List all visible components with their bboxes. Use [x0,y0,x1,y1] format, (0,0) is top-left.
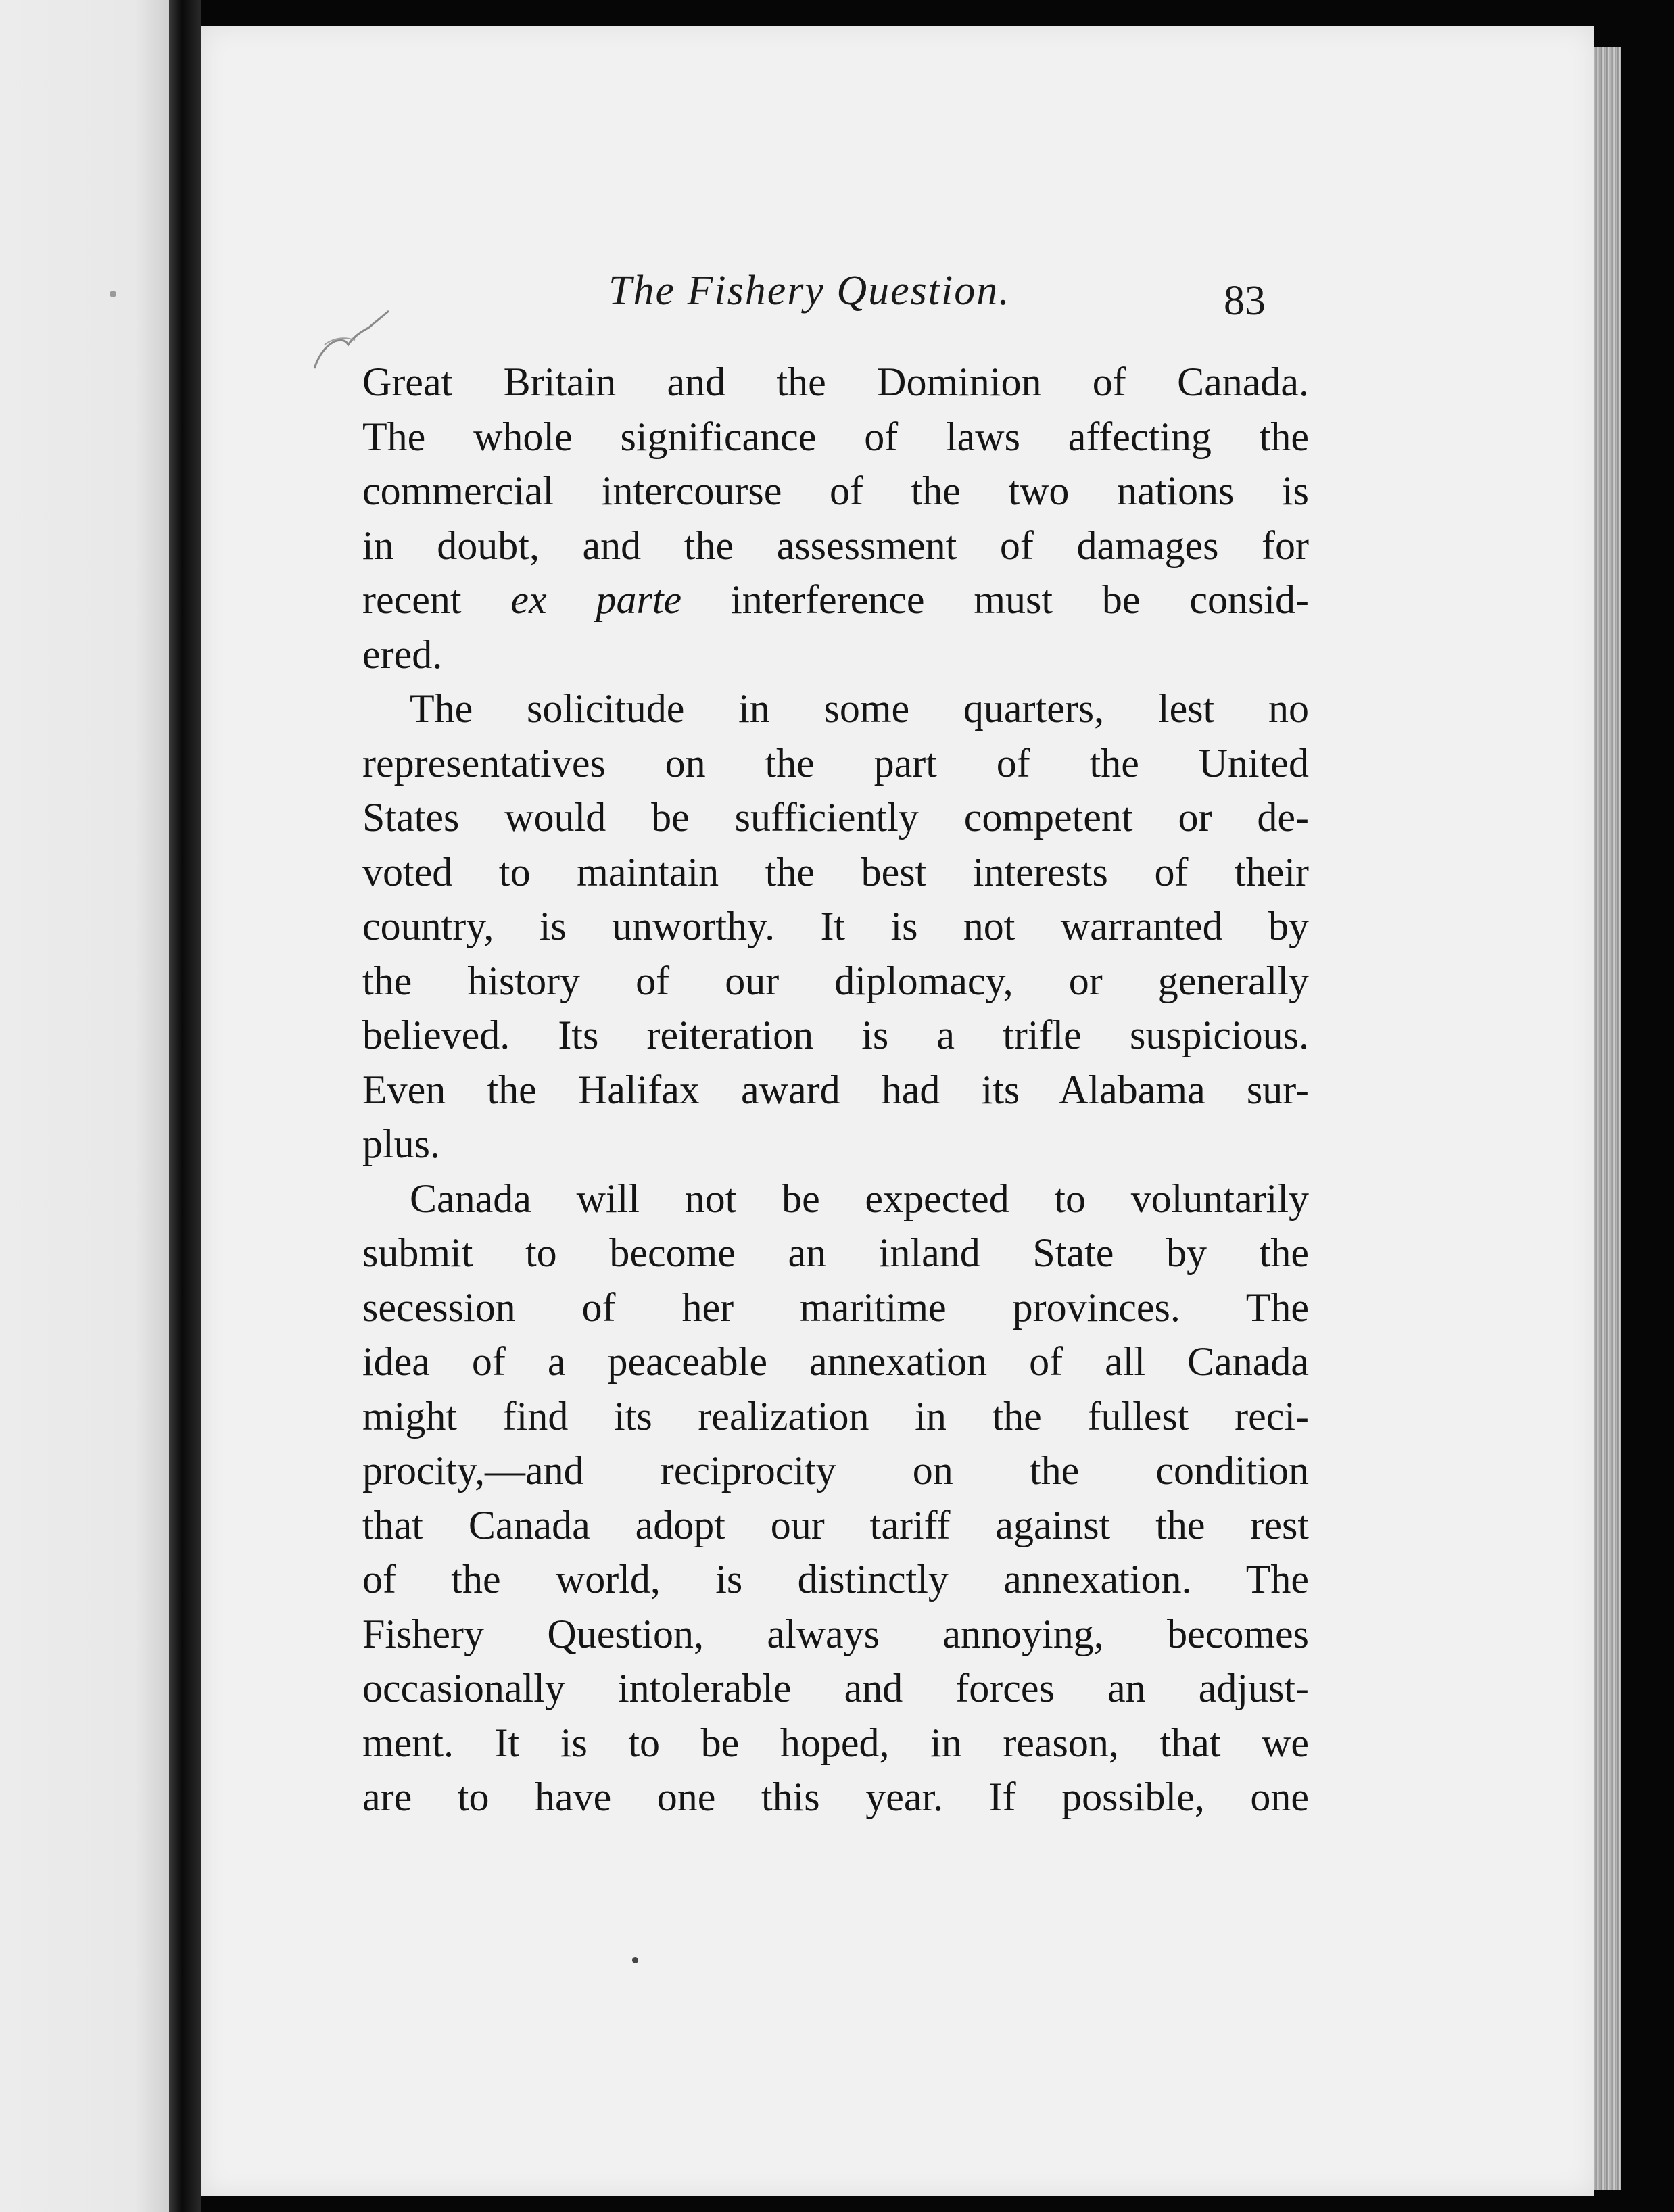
text-line: commercial intercourse of the two nations is [362,468,1309,513]
text-line: The whole significance of laws affecting the [362,414,1309,459]
text-line: country, is unworthy. It is not warranted by [362,904,1309,948]
paper-speck [632,1957,638,1963]
paper-speck [110,291,116,297]
text-line: secession of her maritime provinces. The [362,1284,1309,1330]
text-line: procity,—and reciprocity on the condition [362,1448,1309,1493]
body-text [362,355,1309,1825]
text-line: of the world, is distinctly annexation. The [362,1557,1309,1602]
left-page-edge [0,0,169,2212]
running-head: The Fishery Question. [608,268,1011,314]
text-line: representatives on the part of the United [362,740,1309,786]
text-line: the history of our diplomacy, or generally [362,958,1309,1003]
text-line: ment. It is to be hoped, in reason, that we [362,1720,1309,1765]
text-line: believed. Its reiteration is a trifle suspicious. [362,1013,1309,1057]
text-line: idea of a peaceable annexation of all Canada [362,1339,1309,1384]
text-line: States would be sufficiently competent or de- [362,795,1309,840]
text-line: Fishery Question, always annoying, becomes [362,1611,1309,1656]
text-line: are to have one this year. If possible, one [362,1775,1309,1819]
book-gutter [169,0,201,2212]
text-line: Even the Halifax award had its Alabama sur- [362,1067,1309,1112]
page-stack-edges [1594,47,1621,2190]
text-line: ered. [362,631,443,677]
text-line: The solicitude in some quarters, lest no [410,686,1309,731]
italic-phrase: ex parte [510,577,682,622]
text-line: in doubt, and the assessment of damages for [362,523,1309,568]
text-line: recent ex parte interference must be consid- [362,577,1310,622]
text-line: might find its realization in the fullest reci- [362,1393,1309,1439]
text-line: plus. [362,1122,441,1166]
text-line: that Canada adopt our tariff against the rest [362,1502,1309,1547]
text-line: Canada will not be expected to voluntarily [410,1176,1309,1221]
text-line: occasionally intolerable and forces an adjust- [362,1666,1309,1710]
page-number: 83 [1224,278,1266,324]
text-line: voted to maintain the best interests of their [362,849,1309,894]
text-line: Great Britain and the Dominion of Canada. [362,360,1309,404]
text-line: submit to become an inland State by the [362,1230,1309,1275]
